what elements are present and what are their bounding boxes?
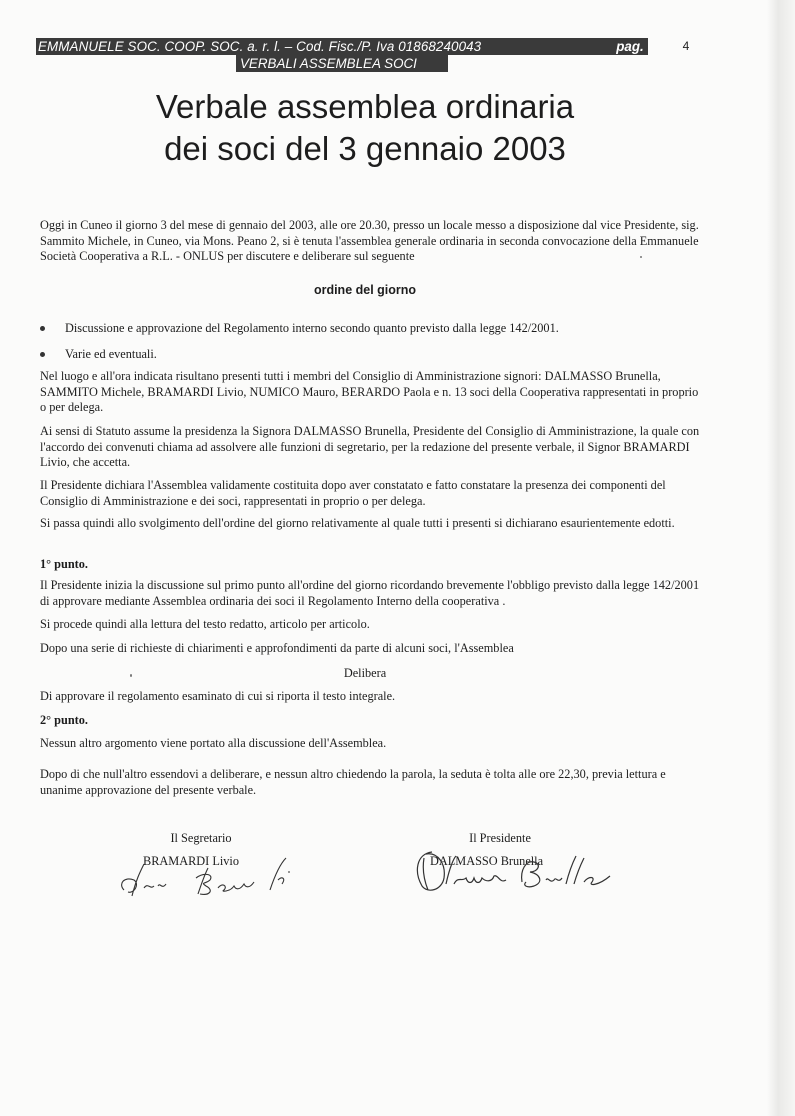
title-line-2: dei soci del 3 gennaio 2003 xyxy=(164,130,566,167)
point-2-paragraph: Nessun altro argomento viene portato alla discussione dell'Assemblea. xyxy=(40,736,387,750)
agenda-item-text: Discussione e approvazione del Regolamento interno secondo quanto previsto dalla legge 142/2001. xyxy=(65,321,559,335)
document-title xyxy=(100,86,630,170)
scan-speck xyxy=(640,256,642,258)
delibera-label: Delibera xyxy=(343,666,387,680)
bullet-icon xyxy=(40,352,45,357)
president-name: DALMASSO Brunella xyxy=(430,854,544,868)
agenda-item xyxy=(40,346,700,362)
presidency-paragraph: Ai sensi di Statuto assume la presidenza la Signora DALMASSO Brunella, Presidente del Consiglio di Amministrazione, la quale con l'accordo dei convenuti chiama ad assolvere alle funzioni di segretario, per la redazione del presente verbale, il Signor BRAMARDI Livio, che accetta. xyxy=(40,424,700,469)
agenda-item xyxy=(40,320,700,336)
header-page-label: pag. xyxy=(616,39,644,54)
page-number: 4 xyxy=(682,39,690,53)
secretary-label: Il Segretario xyxy=(170,831,232,845)
closing-paragraph: Dopo di che null'altro essendovi a deliberare, e nessun altro chiedendo la parola, la seduta è tolta alle ore 22,30, previa lettura e unanime approvazione del presente verbale. xyxy=(40,767,666,797)
header-section-line: VERBALI ASSEMBLEA SOCI xyxy=(240,56,417,71)
agenda-start-paragraph: Si passa quindi allo svolgimento dell'ordine del giorno relativamente al quale tutti i presenti si dichiarano esaurientemente edotti. xyxy=(40,516,675,530)
point-1-resolution: Di approvare il regolamento esaminato di cui si riporta il testo integrale. xyxy=(40,689,396,703)
secretary-signature xyxy=(110,850,310,905)
point-1-heading: 1° punto. xyxy=(40,557,88,571)
quorum-paragraph: Il Presidente dichiara l'Assemblea validamente costituita dopo aver constatato e fatto constatare la presenza dei componenti del Consiglio di Amministrazione e dei soci, rappresentati in proprio o per delega. xyxy=(40,478,666,508)
agenda-heading: ordine del giorno xyxy=(313,283,417,297)
president-signature xyxy=(410,846,625,898)
intro-paragraph: Oggi in Cuneo il giorno 3 del mese di gennaio del 2003, alle ore 20.30, presso un locale messo a disposizione dal vice Presidente, sig. Sammito Michele, in Cuneo, via Mons. Peano 2, si è tenuta l'assemblea generale ordinaria in seconda convocazione della Emmanuele Società Cooperativa a R.L. - ONLUS per discutere e deliberare sul seguente xyxy=(40,218,699,263)
attendance-paragraph: Nel luogo e all'ora indicata risultano presenti tutti i membri del Consiglio di Amministrazione signori: DALMASSO Brunella, SAMMITO Michele, BRAMARDI Livio, NUMICO Mauro, BERARDO Paola e n. 13 soci della Cooperativa rappresentati in proprio o per delega. xyxy=(40,369,699,414)
point-1-paragraph: Il Presidente inizia la discussione sul primo punto all'ordine del giorno ricordando brevemente l'obbligo previsto dalla legge 142/2001 di approvare mediante Assemblea ordinaria dei soci il Regolamento Interno della cooperativa . xyxy=(40,578,700,608)
president-label: Il Presidente xyxy=(469,831,531,845)
header-company-line: EMMANUELE SOC. COOP. SOC. a. r. l. – Cod. Fisc./P. Iva 01868240043 xyxy=(38,39,482,54)
page-edge-shadow xyxy=(767,0,795,1116)
secretary-name: BRAMARDI Livio xyxy=(143,854,239,868)
bullet-icon xyxy=(40,326,45,331)
point-1-discussion: Dopo una serie di richieste di chiarimenti e approfondimenti da parte di alcuni soci, l'Assemblea xyxy=(40,641,514,655)
title-line-1: Verbale assemblea ordinaria xyxy=(155,88,575,125)
point-2-heading: 2° punto. xyxy=(40,713,88,727)
scan-speck xyxy=(130,674,132,677)
agenda-item-text: Varie ed eventuali. xyxy=(65,347,157,361)
point-1-reading: Si procede quindi alla lettura del testo redatto, articolo per articolo. xyxy=(40,617,370,631)
